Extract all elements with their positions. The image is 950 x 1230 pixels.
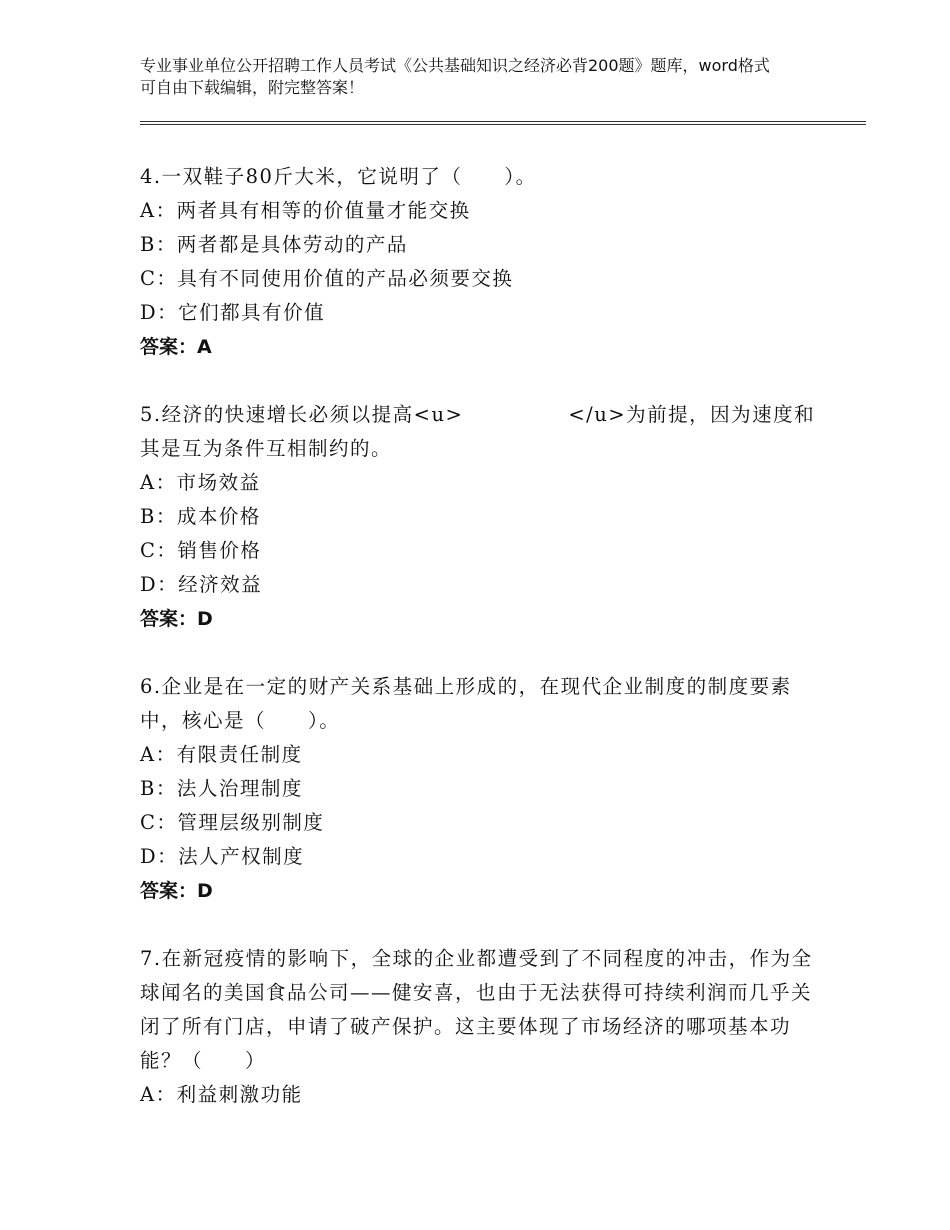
question-7 xyxy=(140,942,820,1112)
option-b: B：成本价格 xyxy=(140,505,261,528)
header-divider-top xyxy=(140,121,866,122)
answer-label: 答案：D xyxy=(140,880,213,902)
answer-label: 答案：A xyxy=(140,336,212,358)
option-b: B：法人治理制度 xyxy=(140,777,303,800)
option-b: B：两者都是具体劳动的产品 xyxy=(140,233,408,256)
option-d: D：法人产权制度 xyxy=(140,845,305,868)
header-divider-bottom xyxy=(140,124,866,125)
document-title: 专业事业单位公开招聘工作人员考试《公共基础知识之经济必背200题》题库，word格式可自由下载编辑，附完整答案！ xyxy=(140,56,770,97)
question-text: 6.企业是在一定的财产关系基础上形成的，在现代企业制度的制度要素中，核心是（ ）。 xyxy=(140,675,792,732)
question-list xyxy=(140,160,820,1146)
question-text: 5.经济的快速增长必须以提高<u> </u>为前提，因为速度和其是互为条件互相制约的。 xyxy=(140,403,816,460)
question-text: 7.在新冠疫情的影响下，全球的企业都遭受到了不同程度的冲击，作为全球闻名的美国食品公司——健安喜，也由于无法获得可持续利润而几乎关闭了所有门店，申请了破产保护。这主要体现了市场经济的哪项基本功能？（ ） xyxy=(140,947,813,1072)
option-c: C：销售价格 xyxy=(140,539,262,562)
question-6 xyxy=(140,670,820,908)
option-d: D：它们都具有价值 xyxy=(140,301,326,324)
option-c: C：具有不同使用价值的产品必须要交换 xyxy=(140,267,514,290)
option-c: C：管理层级别制度 xyxy=(140,811,325,834)
question-5 xyxy=(140,398,820,636)
question-4 xyxy=(140,160,820,364)
answer-label: 答案：D xyxy=(140,608,213,630)
option-a: A：利益刺激功能 xyxy=(140,1083,303,1106)
option-a: A：有限责任制度 xyxy=(140,743,303,766)
option-a: A：两者具有相等的价值量才能交换 xyxy=(140,199,471,222)
document-header xyxy=(140,55,780,99)
question-text: 4.一双鞋子80斤大米，它说明了（ ）。 xyxy=(140,165,537,188)
option-a: A：市场效益 xyxy=(140,471,261,494)
option-d: D：经济效益 xyxy=(140,573,263,596)
